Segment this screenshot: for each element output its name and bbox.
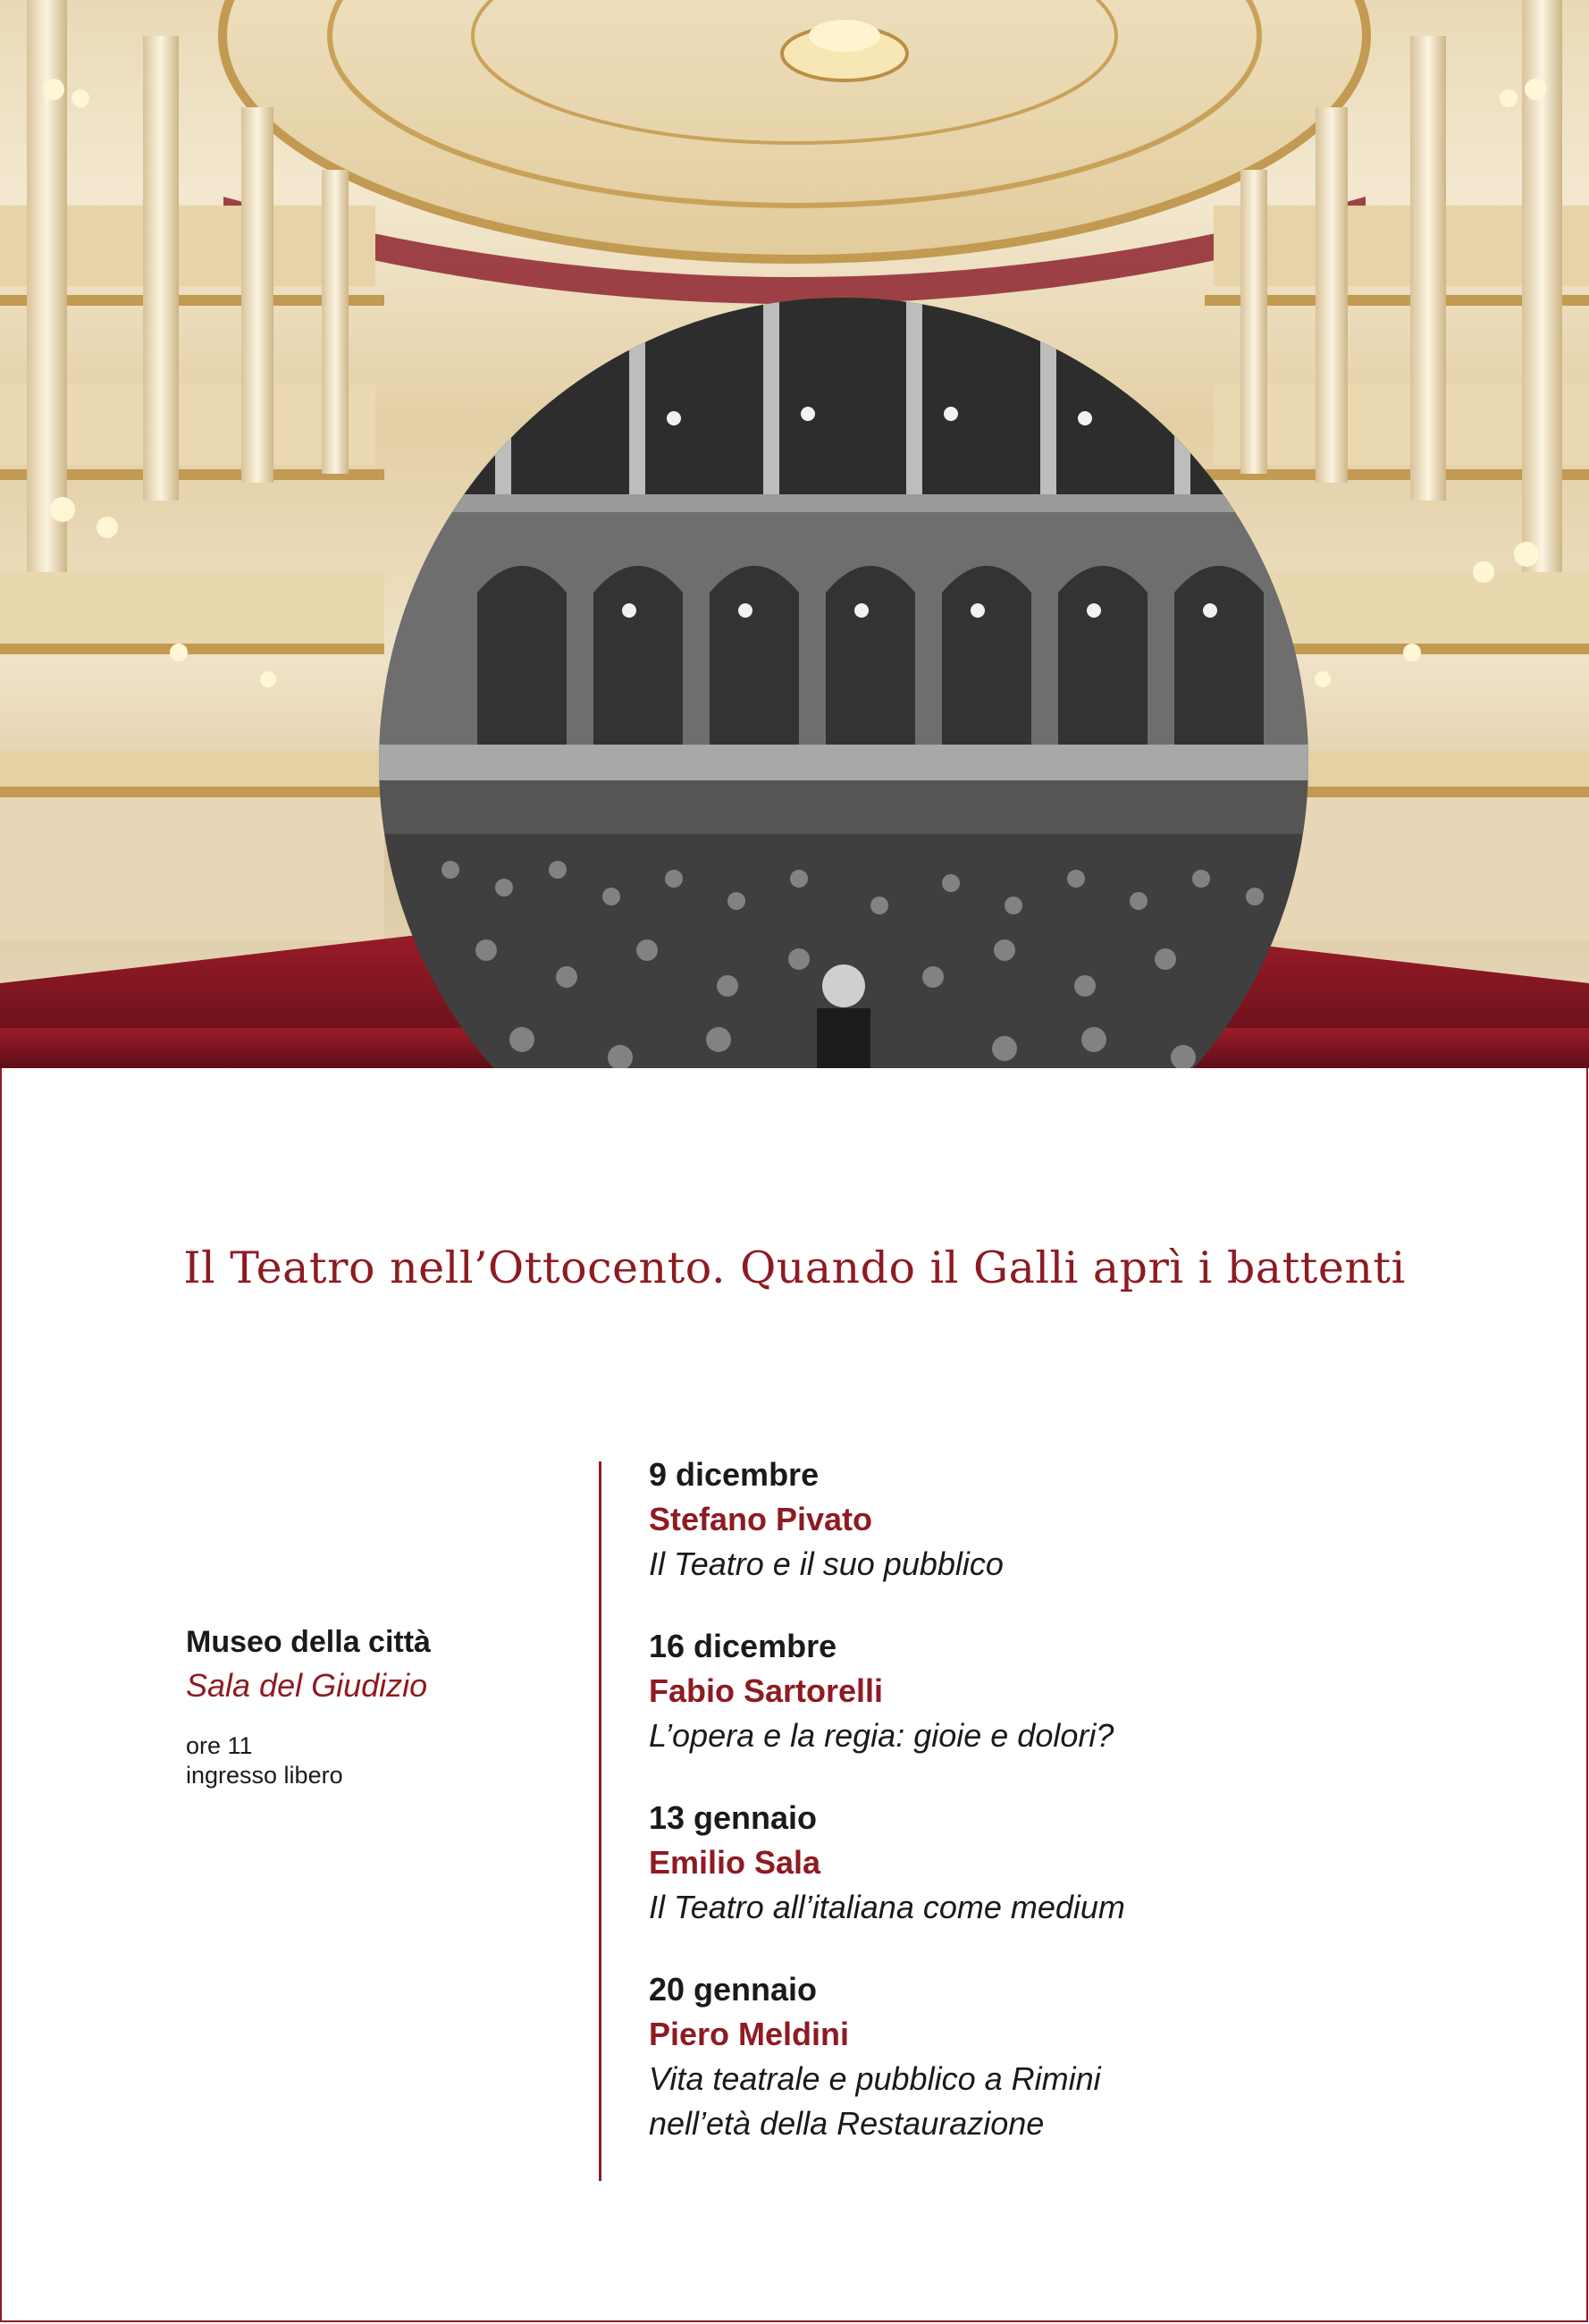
event-speaker: Fabio Sartorelli xyxy=(649,1672,884,1709)
event-date: 20 gennaio xyxy=(649,1971,818,2008)
event-speaker: Emilio Sala xyxy=(649,1844,821,1881)
page-title: Il Teatro nell’Ottocento. Quando il Galli aprì i battenti xyxy=(183,1242,1406,1293)
historic-audience-drawing xyxy=(379,298,1308,1068)
event-talk-title: Il Teatro all’italiana come medium xyxy=(649,1889,1125,1925)
event-item xyxy=(649,1452,1453,1587)
venue-details xyxy=(186,1731,561,1790)
event-speaker: Piero Meldini xyxy=(649,2016,850,2052)
venue-room: Sala del Giudizio xyxy=(186,1667,428,1704)
venue-time: ore 11 xyxy=(186,1732,253,1759)
event-talk-title: Vita teatrale e pubblico a Rimini nell’età della Restaurazione xyxy=(649,2060,1101,2142)
theatre-interior-photo xyxy=(0,0,1589,1068)
event-talk-title: Il Teatro e il suo pubblico xyxy=(649,1545,1004,1582)
historic-audience-photo xyxy=(379,298,1308,1068)
event-talk-title: L’opera e la regia: gioie e dolori? xyxy=(649,1717,1114,1754)
event-item xyxy=(649,1624,1453,1758)
venue-info xyxy=(186,1625,561,1790)
event-item xyxy=(649,1967,1453,2146)
event-date: 13 gennaio xyxy=(649,1799,818,1836)
event-list xyxy=(649,1452,1453,2184)
venue-entry: ingresso libero xyxy=(186,1762,343,1789)
event-item xyxy=(649,1796,1453,1930)
venue-name: Museo della città xyxy=(186,1625,431,1659)
vertical-divider xyxy=(599,1461,601,2181)
event-date: 16 dicembre xyxy=(649,1628,837,1664)
event-speaker: Stefano Pivato xyxy=(649,1501,873,1537)
event-date: 9 dicembre xyxy=(649,1456,820,1493)
